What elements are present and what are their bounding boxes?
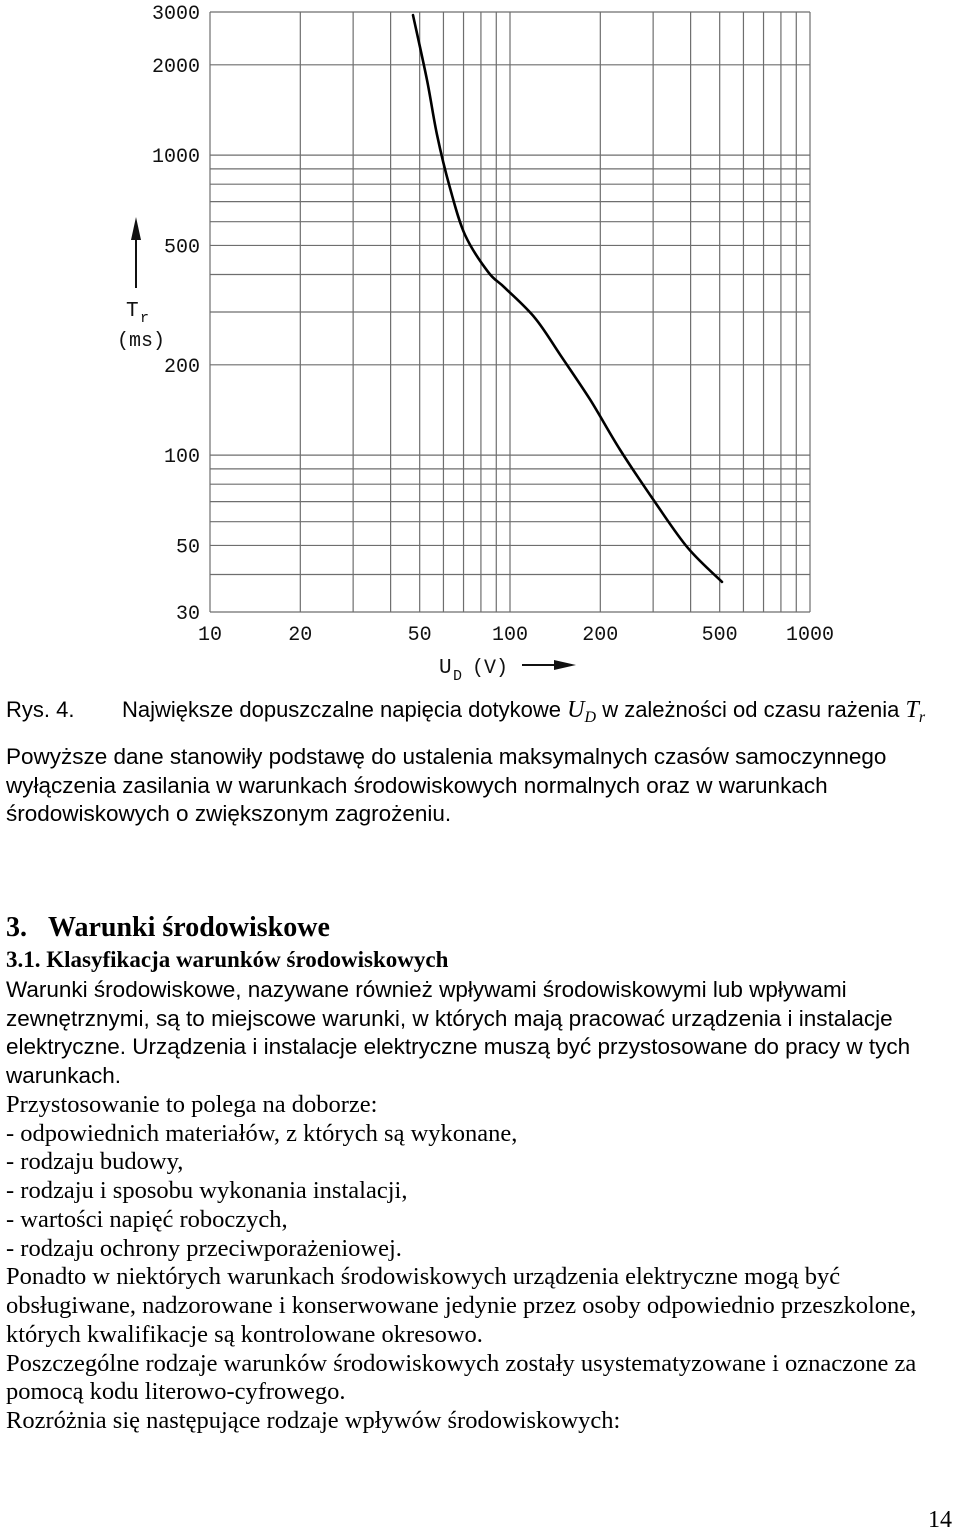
y-axis-label-symbol: T xyxy=(126,300,139,323)
x-tick-label: 20 xyxy=(288,624,313,647)
text-line: wyłączenia zasilania w warunkach środowiskowych normalnych oraz w warunkach xyxy=(6,772,828,798)
y-tick-label: 500 xyxy=(163,236,200,260)
y-tick-label: 30 xyxy=(175,603,200,626)
x-tick-label: 1000 xyxy=(785,624,835,647)
y-axis-label-unit: (ms) xyxy=(117,330,166,353)
text-line: których kwalifikacje są kontrolowane okresowo. xyxy=(6,1320,483,1348)
touch-voltage-chart xyxy=(0,0,960,690)
text-line: warunkach. xyxy=(6,1063,122,1089)
figure-caption xyxy=(0,696,960,724)
text-line: Powyższe dane stanowiły podstawę do ustalenia maksymalnych czasów samoczynnego xyxy=(6,744,887,769)
text-line: pomocą kodu literowo-cyfrowego. xyxy=(6,1378,346,1406)
x-axis-label-unit: (V) xyxy=(472,657,509,680)
body-paragraphs xyxy=(6,976,916,1436)
y-tick-label: 2000 xyxy=(151,55,200,79)
x-tick-label: 100 xyxy=(491,624,529,647)
x-axis-arrow-icon xyxy=(522,660,576,670)
y-tick-label: 50 xyxy=(175,536,200,560)
symbol-shock-time xyxy=(905,697,926,726)
y-axis-label xyxy=(117,300,165,353)
x-axis-label-symbol: U xyxy=(439,657,452,680)
list-item: - rodzaju budowy, xyxy=(6,1148,184,1176)
figure-label: Rys. 4. xyxy=(6,697,75,722)
x-tick-label: 500 xyxy=(701,624,738,647)
y-tick-label: 100 xyxy=(163,446,200,470)
figure-title xyxy=(122,696,925,724)
y-tick-label: 3000 xyxy=(151,3,200,26)
text-line: obsługiwane, nadzorowane i konserwowane jedynie przez osoby odpowiednio przeszkolone, xyxy=(6,1292,917,1320)
symbol-touch-voltage xyxy=(567,697,597,726)
section-title: Warunki środowiskowe xyxy=(48,912,330,943)
text-line: Poszczególne rodzaje warunków środowiskowych zostały usystematyzowane i oznaczone za xyxy=(6,1349,917,1377)
chart-grid xyxy=(210,12,810,612)
list-item: - odpowiednich materiałów, z których są wykonane, xyxy=(6,1119,518,1147)
x-axis-label-subscript: D xyxy=(453,668,463,685)
y-axis-arrow-icon xyxy=(131,217,141,288)
text-line: Rozróżnia się następujące rodzaje wpływów środowiskowych: xyxy=(6,1407,621,1435)
text-line: zewnętrznymi, są to miejscowe warunki, w których mają pracować urządzenia i instalacje xyxy=(6,1005,893,1031)
subsection-heading: 3.1. Klasyfikacja warunków środowiskowych xyxy=(6,947,449,972)
y-tick-label: 200 xyxy=(163,355,200,379)
figure-title-part-1: Największe dopuszczalne napięcia dotykowe xyxy=(122,697,562,722)
list-item: - wartości napięć roboczych, xyxy=(6,1205,288,1233)
text-line: Ponadto w niektórych warunkach środowiskowych urządzenia elektryczne mogą być xyxy=(6,1263,841,1291)
section-heading xyxy=(6,912,330,944)
symbol-t-subscript: r xyxy=(918,709,926,726)
text-line: środowiskowych o zwiększonym zagrożeniu. xyxy=(6,801,452,827)
y-tick-label: 1000 xyxy=(151,146,200,170)
symbol-t: T xyxy=(905,697,919,723)
section-number: 3. xyxy=(6,912,27,943)
list-item: - rodzaju ochrony przeciwporażeniowej. xyxy=(6,1234,402,1262)
text-line: Warunki środowiskowe, nazywane również wpływami środowiskowymi lub wpływami xyxy=(6,977,847,1002)
symbol-u-subscript: D xyxy=(584,709,597,726)
x-tick-label: 10 xyxy=(197,624,223,647)
series-line xyxy=(413,15,722,582)
x-tick-label: 200 xyxy=(582,624,619,647)
intro-paragraph xyxy=(6,743,886,829)
figure-title-part-2: w zależności od czasu rażenia xyxy=(602,697,900,722)
y-axis-label-subscript: r xyxy=(140,310,150,327)
x-axis-label xyxy=(439,657,508,685)
list-item: - rodzaju i sposobu wykonania instalacji, xyxy=(6,1177,408,1205)
page-number: 14 xyxy=(928,1507,952,1533)
symbol-u: U xyxy=(567,697,585,723)
chart-tick-labels xyxy=(152,3,834,647)
text-line: elektryczne. Urządzenia i instalacje elektryczne muszą być przystosowane do pracy w tych xyxy=(6,1034,911,1060)
x-tick-label: 50 xyxy=(407,624,432,647)
text-line: Przystosowanie to polega na doborze: xyxy=(6,1090,378,1118)
